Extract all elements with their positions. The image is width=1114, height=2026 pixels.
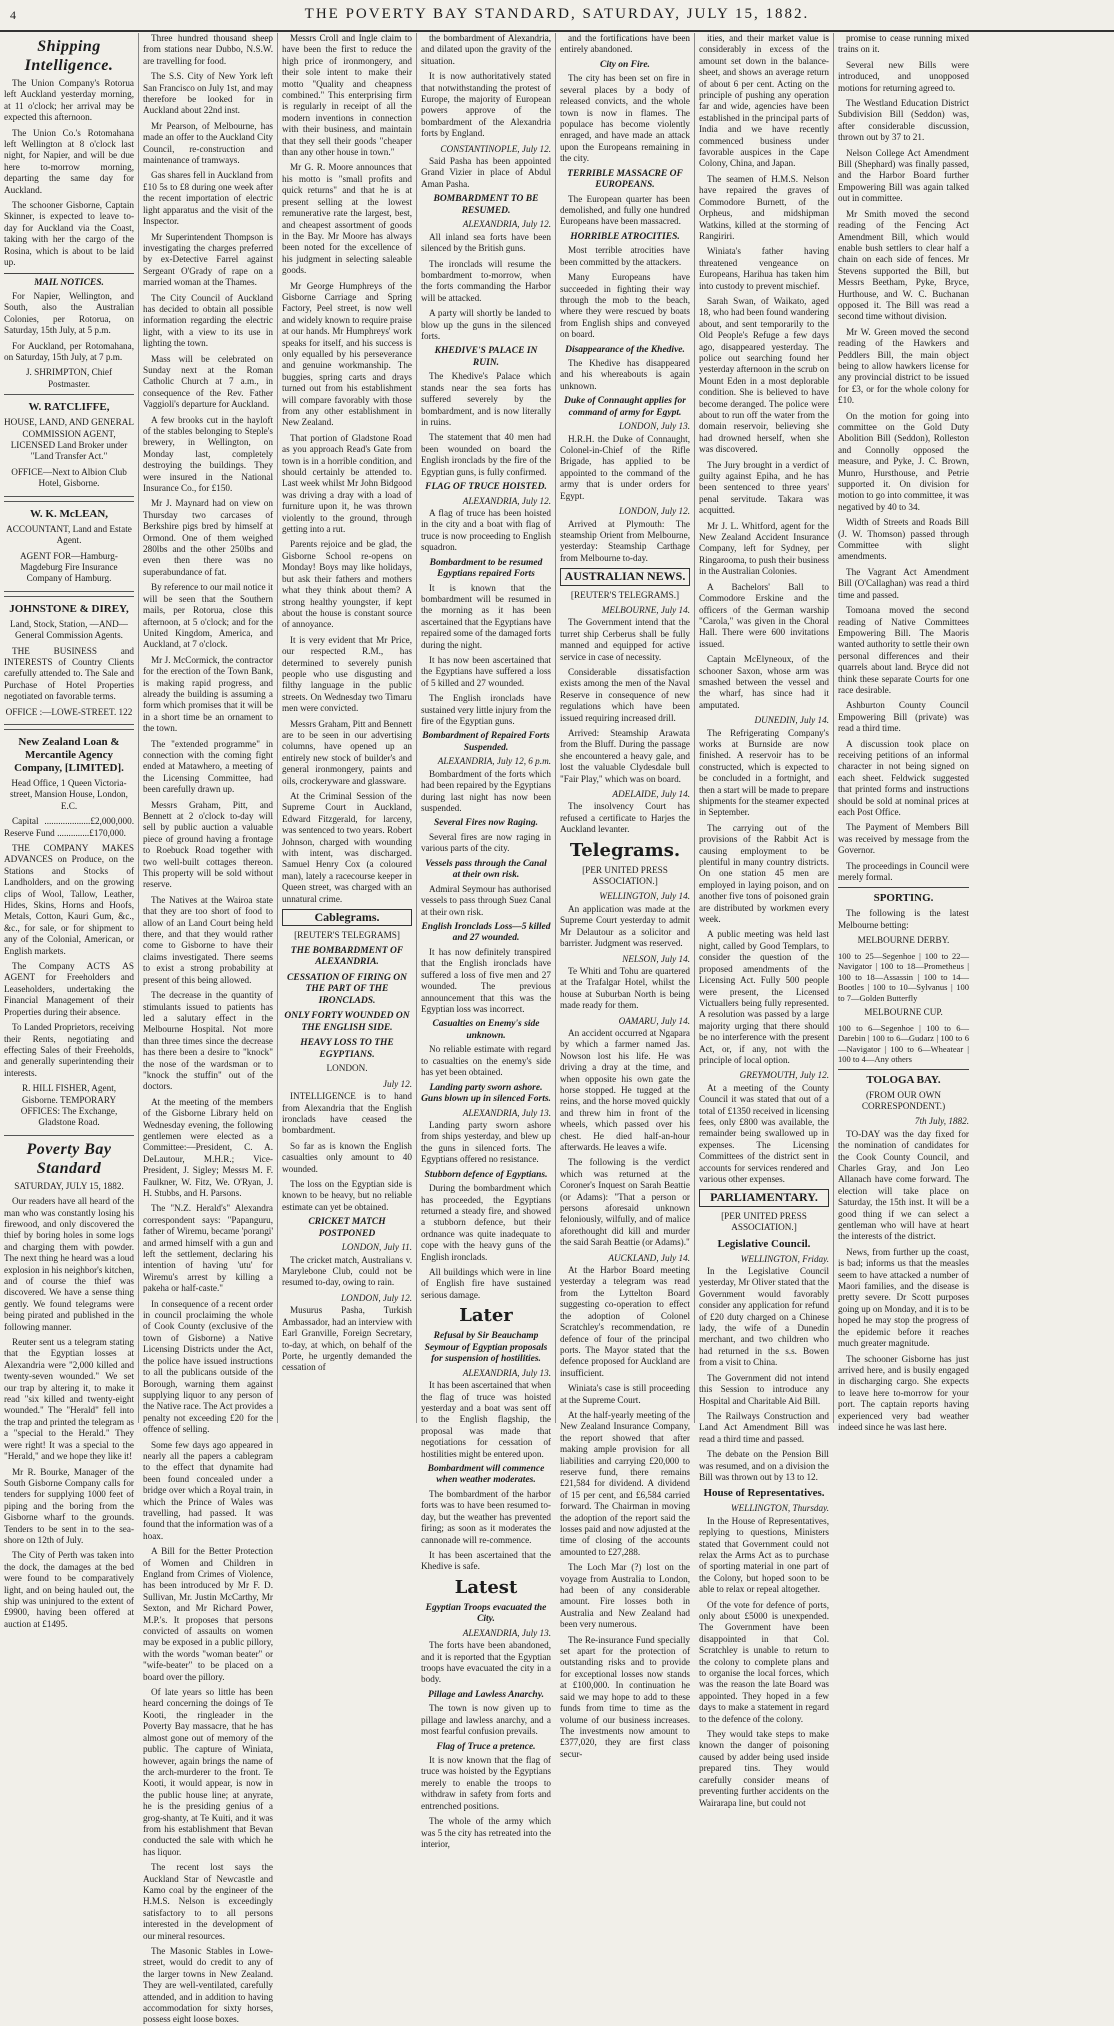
news-item: At the meeting of the members of the Gisborne Library held on Wednesday evening, the following gentlemen were elected as a Committee:—President, C. A. DeLautour, M.H.R.; Vice-President, J. Sigley; Messrs M. F. Faulkner, W. Fitz, We. O'Ryan, J. H. Stubbs, and H. Parsons. <box>143 1096 273 1198</box>
dateline: MELBOURNE, July 14. <box>601 604 690 615</box>
ad-text: To Landed Proprietors, receiving their Rents, negotiating and effecting Sales of their Freeholds, and generally superintending their interests. <box>4 1022 134 1078</box>
news-item: Winiata's case is still proceeding at the Supreme Court. <box>560 1383 690 1405</box>
cable-item: A party will shortly be landed to blow up the guns in the silenced forts. <box>421 308 551 341</box>
cable-item: It is now known that the flag of truce was hoisted by the Egyptians merely to enable the troops to withdraw in safety from forts and entrenched positions. <box>421 1755 551 1811</box>
later-heading: Later <box>459 1305 513 1327</box>
news-item: A discussion took place on receiving petitions of an informal character in not being signed on each sheet. Feldwick suggested that printed forms and instructions should be sold at nominal prices at each Post Office. <box>838 738 969 817</box>
source-line: [PER UNITED PRESS ASSOCIATION.] <box>721 1210 807 1233</box>
standard-heading: Poverty Bay Standard <box>26 1140 112 1177</box>
news-item: News, from further up the coast, is bad; informs us that the measles seem to have attacked a number of Maori families, and the disease is pretty severe. Dr Scott purposes going up on Monday, and it is to be hoped he may stop the progress of the epidemic before it reaches much greater magnitude. <box>838 1246 969 1349</box>
subheading: Flag of Truce a pretence. <box>436 1741 536 1752</box>
subheading: Casualties on Enemy's side unknown. <box>432 1019 540 1041</box>
dateline: WELLINGTON, July 14. <box>599 891 690 902</box>
subheading: Landing party sworn ashore. Guns blown up in silenced Forts. <box>421 1082 551 1105</box>
ad-text: Land, Stock, Station, —AND— General Commission Agents. <box>10 618 128 641</box>
subheading: Duke of Connaught applies for command of army for Egypt. <box>564 396 686 418</box>
news-item: Mr Pearson, of Melbourne, has made an offer to the Auckland City Council, re-construction and maintenance of tramways. <box>143 120 273 166</box>
news-item: Mr G. R. Moore announces that his motto is "small profits and quick returns" and that he is at present selling at the lowest remunerative rate the largest, best, and cheapest assortment of goods in the Bay. Mr Moore has always been noted for the excellence of his judgment in selecting saleable goods. <box>282 162 412 276</box>
newspaper-title: THE POVERTY BAY STANDARD, SATURDAY, JULY 15, 1882. <box>304 6 810 22</box>
divider <box>838 1069 969 1070</box>
latest-heading: Latest <box>454 1576 518 1598</box>
nz-loan-ad <box>4 729 134 1136</box>
news-item: The schooner Gisborne has just arrived here, and is busily engaged in discharging cargo. She expects to leave here to-morrow for your port. The captain reports having experienced very bad weather indeed since he was last here. <box>838 1353 969 1432</box>
ad-name: W. RATCLIFFE, <box>28 401 110 414</box>
cable-item: During the bombardment which has proceeded, the Egyptians returned a steady fire, and showed a stubborn defence, but their ordnance was quite inadequate to cope with the heavy guns of the English ironclads. <box>421 1183 551 1262</box>
cable-item: INTELLIGENCE is to hand from Alexandria that the English ironclads have ceased the bombardment. <box>282 1091 412 1136</box>
dateline: ALEXANDRIA, July 13. <box>462 1107 551 1118</box>
news-item: Parents rejoice and be glad, the Gisborne School re-opens on Monday! Boys may like holidays, but ask their fathers and mothers what they think about them? A strong healthy youngster, if kept about the house is constant source of annoyance. <box>282 539 412 630</box>
cable-item: It has now been ascertained that the Egyptians have suffered a loss of 5 killed and 27 wounded. <box>421 654 551 688</box>
news-item: Mr J. McCormick, the contractor for the erection of the Town Bank, is making rapid progress, and already the building is assuming a form which promises that it will be in a short time be an ornament to the town. <box>143 654 273 734</box>
source-line: [PER UNITED PRESS ASSOCIATION.] <box>582 864 668 887</box>
news-item: The proceedings in Council were merely formal. <box>838 860 969 883</box>
news-item: On the motion for going into committee on the Gold Duty Abolition Bill (Seddon), Rolleston and Connolly opposed the measure, and Pyke, J. C. Brown, Munro, Hursthouse, and Petrie supported it. On division for motion to go into committee, it was negatived by 40 to 34. <box>838 410 969 512</box>
cable-item: So far as is known the English casualties only amount to 40 wounded. <box>282 1140 412 1174</box>
column-2 <box>139 33 278 2025</box>
news-item: In consequence of a recent order in council proclaiming the whole of Cook County (exclusive of the town of Gisborne) a Native Licensing Districts under the Act, the police have issued instructions to all the publicans outside of the Borough, warning them against supplying liquor to any person of the Native race. The Act provides a penalty not exceeding £20 for the offence of selling. <box>143 1298 273 1435</box>
tologa-bay-heading: TOLOGA BAY. <box>866 1073 941 1086</box>
news-item: The Natives at the Wairoa state that they are too short of food to allow of an Land Court being held there, and that they would rather come to Gisborne to have their claims investigated. There seems to exist a strong probability at present of this being allowed. <box>143 894 273 985</box>
dateline: 7th July, 1882. <box>914 1116 969 1127</box>
subheading: Stubborn defence of Egyptians. <box>424 1169 548 1180</box>
cable-item: Several fires are now raging in various parts of the city. <box>421 831 551 854</box>
cable-item: Arrived at Plymouth: The steamship Orient from Melbourne, yesterday: Steamship Carthage from Melbourne to-day. <box>560 518 690 563</box>
news-item: Sarah Swan, of Waikato, aged 18, who had been found wandering about, and sent temporarily to the Old People's Refuge a few days ago, disappeared yesterday. The police out searching found her yesterday afternoon in the scrub on Mount Eden in a most deplorable condition. She is believed to have become deranged. The police were about to run off the water from the domain reservoir, believing she had drowned herself, when she was discovered. <box>699 295 829 455</box>
column-4 <box>417 33 556 1849</box>
subheading: TERRIBLE MASSACRE OF EUROPEANS. <box>567 168 683 191</box>
news-item: A Bachelors' Ball to Commodore Erskine and the officers of the German warship "Carola," was given in the Choral Hall. There were 600 invitations issued. <box>699 581 829 649</box>
cable-item: Bombardment of the forts which had been repaired by the Egyptians during last night has now been suspended. <box>421 768 551 814</box>
news-item: promise to cease running mixed trains on it. <box>838 33 969 55</box>
news-item: In the Legislative Council yesterday, Mr Oliver stated that the Government would favorably consider any application for refund of £20 duty charged on a Chinese lady, the wife of a Dunedin merchant, and two children who had returned in the s.s. Bowen from a visit to China. <box>699 1266 829 1368</box>
news-item: Tomoana moved the second reading of Native Committees Empowering Bill. The Maoris wanted authority to settle their own personal differences and their quarrels about land. Bryce did not think these separate Courts for one race desirable. <box>838 605 969 695</box>
divider <box>4 273 134 274</box>
correspondent-line: (FROM OUR OWN CORRESPONDENT.) <box>861 1089 946 1111</box>
ad-name: New Zealand Loan & Mercantile Agency Company, [LIMITED]. <box>14 735 124 774</box>
dateline: ALEXANDRIA, July 12. <box>462 495 551 506</box>
news-item: In the House of Representatives, replying to questions, Ministers stated that Government could not relax the Arms Act as to purchase of sporting material in one part of the Colony, but hoped soon to be able to relax or repeal altogether. <box>699 1515 829 1595</box>
subheading: Refusal by Sir Beauchamp Seymour of Egyptian proposals for suspension of hostilities. <box>424 1331 548 1365</box>
divider <box>838 887 969 888</box>
cable-item: It is known that the bombardment will be resumed in the morning as it has been ascertained that the Egyptians have repaired some of the damaged forts during the night. <box>421 582 551 650</box>
news-item: The recent lost says the Auckland Star of Newcastle and Kamo coal by the engineer of the H.M.S. Nelson is exceedingly satisfactory to to all persons interested in the development of our mineral resources. <box>143 1862 273 1941</box>
dateline: ADELAIDE, July 14. <box>612 789 690 800</box>
article-paragraph: Reuter sent us a telegram stating that the Egyptian losses at Alexandria were "2,000 killed and twenty-seven wounded." We set our trap by altering it, to make it read "six killed and twenty-eight wounded." The "Herald" fell into the trap and printed the telegram as a "special to the Herald." They were right! It was a special to the "Herald," and we hope they like it! <box>4 1337 134 1462</box>
news-item: The "N.Z. Herald's" Alexandra correspondent says: "Papanguru, father of Wiremu, became 'porangi' and armed himself with a gun and left the settlement, declaring his intention of having 'utu' for Wiremu's arrest by killing a pakeha or half-caste." <box>143 1203 273 1294</box>
australian-news-heading: AUSTRALIAN NEWS. <box>560 568 690 585</box>
subheading: BOMBARDMENT TO BE RESUMED. <box>433 194 539 216</box>
subheading: Several Fires now Raging. <box>434 818 538 829</box>
ad-name: W. K. McLEAN, <box>29 507 109 520</box>
cable-item: The European quarter has been demolished, and fully one hundred Europeans have been massacred. <box>560 193 690 227</box>
news-item: Mr J. L. Whitford, agent for the New Zealand Accident Insurance Company, left for Sydney, per Ringarooma, to push their business in the Australian Colonies. <box>699 520 829 577</box>
news-item: An accident occurred at Ngapara by which a farmer named Jas. Nowson lost his life. He was driving a dray at the time, and when opposite his own gate the horse stopped. He tugged at the reins, and the horse moved quickly and threw him in front of the wheels, which passed over his chest. He died half-an-hour afterwards. He leaves a wife. <box>560 1027 690 1152</box>
masthead <box>0 0 1114 32</box>
news-item: Ashburton County Council Empowering Bill (private) was read a third time. <box>838 700 969 734</box>
news-item: The seamen of H.M.S. Nelson have repaired the graves of Commodore Burnett, of the Orpheus, and midshipman Watkins, killed at the storming of Rangiriri. <box>699 173 829 241</box>
dateline: NELSON, July 14. <box>622 953 690 964</box>
legislative-council-heading: Legislative Council. <box>717 1237 811 1250</box>
subheading: Bombardment to be resumed Egyptians repaired Forts <box>429 557 543 580</box>
ad-name: JOHNSTONE & DIREY, <box>9 602 129 615</box>
ad-text: The Company ACTS AS AGENT for Freeholders and Leaseholders, undertaking the Financial Management of their Properties during their absence. <box>4 961 134 1017</box>
dateline: LONDON, July 12. <box>619 506 690 517</box>
cablegrams-heading: Cablegrams. <box>282 909 412 926</box>
subheading: FLAG OF TRUCE HOISTED. <box>425 482 547 492</box>
ad-text: Capital ....................£2,000,000. Reserve Fund ..............£170,000. <box>4 816 134 838</box>
news-item: Mr J. Maynard had on view on Thursday two carcases of Berkshire pigs bred by himself at Ormond. One of them weighed 280lbs and the other 250lbs and even then there was no superabundance of fat. <box>143 498 273 577</box>
cable-item: The whole of the army which was 5 the city has retreated into the interior, <box>421 1816 551 1849</box>
ad-text: HOUSE, LAND, AND GENERAL COMMISSION AGENT, LICENSED Land Broker under "Land Transfer Act." <box>4 417 134 462</box>
news-item: The Government did not intend this Session to introduce any Hospital and Charitable Aid Bill. <box>699 1372 829 1406</box>
dateline: OAMARU, July 14. <box>618 1015 690 1026</box>
ad-text: THE COMPANY MAKES ADVANCES on Produce, on the Stations and Stocks of Landholders, and on the growing clips of Wool, Tallow, Leather, Hides, Skins, Horns and Hoofs, Metals, Cotton, Kauri Gum, &c., &c., for sale, or for shipment to any of the Colonial, American, or English markets. <box>4 843 134 956</box>
news-item: Mr George Humphreys of the Gisborne Carriage and Spring Factory, Peel street, is now well and widely known to require praise at our hands. Mr Humphreys' work speaks for itself, and his success is only equalled by his perseverance and genuine workmanship. The buggies, spring carts and drays turned out from his establishment will compare favorably with those from any other establishment in New Zealand. <box>282 280 412 428</box>
news-item: The decrease in the quantity of stimulants issued to patients has led a salutary effect in the Melbourne Hospital. Not more than three times since the decrease has there been a desire to "knock" the nose of the wardsman or to "knock the stuffin" out of the doctors. <box>143 990 273 1092</box>
news-item: Several new Bills were introduced, and unopposed motions for returning agreed to. <box>838 59 969 93</box>
cable-item: A flag of truce has been hoisted in the city and a boat with flag of truce is now proceeding to English squadron. <box>421 507 551 553</box>
news-item: The following is the verdict which was returned at the Coroner's Inquest on Sarah Beattie (or Adams): "That a person or persons aforesaid unknown feloniously, wilfully, and of malice aforethought did kill and murder the said Sarah Beattie (or Adams)." <box>560 1157 690 1248</box>
news-item: At the half-yearly meeting of the New Zealand Insurance Company, the report showed that after making ample provision for all liabilities and carrying £20,000 to reserve fund, there remains £21,584 for dividend. A dividend of 15 per cent, and £6,584 carried forward. The Chairman in moving the adoption of the report said the losses paid and now adjusted at the time of closing of the accounts amounted to £27,288. <box>560 1409 690 1557</box>
cable-item: Admiral Seymour has authorised vessels to pass through Suez Canal at their own risk. <box>421 883 551 917</box>
dateline: ALEXANDRIA, July 13. <box>462 1627 551 1638</box>
ad-text: OFFICE :—LOWE-STREET. 122 <box>5 706 133 717</box>
shipping-item: The Union Company's Rotorua left Auckland yesterday morning, at 11 o'clock; her arrival may be expected this afternoon. <box>4 78 134 123</box>
cable-item: The town is now given up to pillage and lawless anarchy, and a most fearful confusion prevails. <box>421 1703 551 1737</box>
telegrams-heading: Telegrams. <box>569 839 681 861</box>
ad-text: Head Office, 1 Queen Victoria-street, Mansion House, London, E.C. <box>10 777 128 811</box>
news-item: Mass will be celebrated on Sunday next at the Roman Catholic Church at 7 a.m., in consequence of the Rev. Father Vaggioli's departure for Auckland. <box>143 353 273 410</box>
dateline: DUNEDIN, July 14. <box>754 715 829 726</box>
news-item: They would take steps to make known the danger of poisoning caused by adder being used inside prepared tins. They would carefully consider means of preventing further accidents on the Wairarapa line, but could not <box>699 1729 829 1808</box>
dateline: LONDON, July 11. <box>341 1242 412 1253</box>
dateline: LONDON, July 13. <box>619 421 690 432</box>
subheading: Egyptian Troops evacuated the City. <box>425 1602 547 1625</box>
mail-item: For Napier, Wellington, and South, also the Australian Colonies, per Rotorua, on Saturday, 15th July, at 5 p.m. <box>4 291 134 336</box>
derby-heading: MELBOURNE DERBY. <box>857 935 950 946</box>
subheading: Pillage and Lawless Anarchy. <box>428 1689 544 1700</box>
cable-item: The loss on the Egyptian side is known to be heavy, but no reliable estimate can yet be obtained. <box>282 1179 412 1212</box>
news-item: A Bill for the Better Protection of Women and Children in England from Crimes of Violence, has been introduced by Mr F. D. Sullivan, Mr. Justin McCarthy, Mr Sexton, and Mr Richard Power, M.P.'s. It proposes that persons convicted of assaults on women may be exposed in a public pillory, with the words "woman beater" or "wife-beater" to be placed on a board over the pillory. <box>143 1546 273 1682</box>
mclean-ad <box>4 501 134 592</box>
subheading: English Ironclads Loss—5 killed and 27 wounded. <box>421 921 551 944</box>
news-item: The Loch Mar (?) lost on the voyage from Australia to London, had been of any considerable amount. Fire losses both in Australia and New Zealand had been very numerous. <box>560 1562 690 1630</box>
article-paragraph: Mr R. Bourke, Manager of the South Gisborne Company calls for tenders for supplying 1000 feet of piping and the boring from the Gisborne wharf to the grounds. Tenders to be sent in to the sea-shore on 12th of July. <box>4 1466 134 1545</box>
derby-odds: 100 to 25—Segenhoe | 100 to 22—Navigator | 100 to 18—Prometheus | 100 to 18—Assassin | 100 to 14—Bootles | 100 to 10—Sylvanus | 100 to 7—Golden Butterfly <box>838 950 969 1003</box>
dateline: LONDON, July 12. <box>341 1292 412 1303</box>
news-item: Nelson College Act Amendment Bill (Shephard) was finally passed, and the Harbor Board further Empowering Bill was again talked out in committee. <box>838 147 969 204</box>
cable-item: Said Pasha has been appointed Grand Vizier in place of Abdul Aman Pasha. <box>421 156 551 189</box>
cable-item: The city has been set on fire in several places by a body of released convicts, and the whole town is now in flames. The populace has become violently enraged, and have made an attack upon the Europeans remaining in the city. <box>560 73 690 164</box>
column-7 <box>834 33 973 1432</box>
news-item: Arrived: Steamship Arawata from the Bluff. During the passage she encountered a heavy gale, and lost the valuable Clydesdale bull "Fair Play," which was on board. <box>560 728 690 784</box>
parliamentary-heading: PARLIAMENTARY. <box>699 1189 829 1206</box>
news-item: A few brooks cut in the hayloft of the stables belonging to Steple's brewery, in Wellington, on Monday last, completely destroying the buildings. They were insured in the National Insurance Co., for £150. <box>143 414 273 494</box>
news-item: Of late years so little has been heard concerning the doings of Te Kooti, the ringleader in the Poverty Bay massacre, that he has almost gone out of memory of the public. The capture of Winiata, however, again brings the name of the arch-murderer to the front. Te Kooti, it would appear, is now in the public house line; at anyrate, he is the presiding genius of a grog-shanty, at Te Kuiti, and it was from his establishment that Bevan conducted the sale with which he has liquor. <box>143 1687 273 1857</box>
ad-text: R. HILL FISHER, Agent, Gisborne. TEMPORARY OFFICES: The Exchange, Gladstone Road. <box>20 1083 118 1128</box>
news-item: An application was made at the Supreme Court yesterday to admit Mr Delautour as a solicitor and barrister. Judgment was reserved. <box>560 903 690 949</box>
column-1 <box>0 33 139 1629</box>
news-item: Messrs Graham, Pitt and Bennett are to be seen in our advertising columns, have opened up an entirely new stock of builder's and general ironmongery, paints and oils, crockeryware and glassware. <box>282 718 412 786</box>
article-paragraph: Our readers have all heard of the man who was constantly losing his firewood, and only discovered the thief by boring holes in some logs and charging them with powder. The next thing he heard was a loud explosion in his neighbor's kitchen, and of course the thief was discovered. We have a sense thing gently. We found telegrams were being pirated and published in the following manner. <box>4 1196 135 1332</box>
columns <box>0 33 1114 2025</box>
shipping-heading: Shipping Intelligence. <box>24 38 114 74</box>
ad-text: ACCOUNTANT, Land and Estate Agent. <box>6 523 132 546</box>
sporting-intro: The following is the latest Melbourne betting: <box>838 908 969 930</box>
news-item: The insolvency Court has refused a certificate to Harjes the Auckland levanter. <box>560 801 690 835</box>
news-item: Mr Smith moved the second reading of the Fencing Act Amendment Bill, which would enable bush settlers to clear half a chain on each side of fences. Mr Stevens supported the Bill, but Messrs Beetham, Pyke, Bryce, Hurthouse, and W. C. Buchanan opposed it. The Bill was read a second time without division. <box>838 208 969 322</box>
cable-item: It has been ascertained that the Khedive is safe. <box>421 1550 551 1572</box>
cable-item: All inland sea forts have been silenced by the British guns. <box>421 231 551 254</box>
cable-item: All buildings which were in line of English fire have sustained serious damage. <box>421 1267 551 1300</box>
dateline: ALEXANDRIA, July 13. <box>462 1367 551 1378</box>
dateline: AUCKLAND, July 14. <box>608 1252 690 1263</box>
cablegrams-source: [REUTER'S TELEGRAMS] <box>294 930 400 941</box>
dateline: ALEXANDRIA, July 12. <box>462 219 551 230</box>
subheading: THE BOMBARDMENT OF ALEXANDRIA. <box>290 945 404 968</box>
johnstone-direy-ad <box>4 596 134 725</box>
dateline: July 12. <box>382 1078 412 1089</box>
news-item: Messrs Croll and Ingle claim to have been the first to reduce the high price of ironmongery, and their sole intent to make their motto "Quality and cheapness combined." This enterprising firm is regularly in receipt of all the modern inventions in connection with their business, and maintain that they sell their goods "cheaper than any other house in town." <box>282 33 412 158</box>
cable-item: Most terrible atrocities have been committed by the attackers. <box>560 245 690 267</box>
news-item: Mr Superintendent Thompson is investigating the charges preferred by ex-Detective Farrel against Sergeant O'Grady of rape on a married woman at the Thames. <box>143 231 273 288</box>
news-item: A public meeting was held last night, called by Good Templars, to consider the question of the proposed amendments of the Licensing Act. Fully 500 people were present, the Licensed Victuallers being fully represented. A resolution was passed by a large majority urging that there should be no interference with the present Act, or, if any, not with the principle of local option. <box>699 929 829 1065</box>
news-item: Mr W. Green moved the second reading of the Hawkers and Peddlers Bill, the main object being to allow hawkers license for any provincial district to be issued for £3, or for the whole colony for £10. <box>838 326 969 406</box>
news-item: Some few days ago appeared in nearly all the papers a cablegram to the effect that dynamite had been found concealed under a bridge over which a Royal train, in which the Prince of Wales was travelling, had passed. It was found that the information was of a hoax. <box>143 1439 273 1541</box>
news-item: The City Council of Auckland has decided to obtain all possible information regarding the electric light, with a view to its use in lighting the town. <box>143 292 273 349</box>
standard-date: SATURDAY, JULY 15, 1882. <box>14 1180 124 1191</box>
news-item: Gas shares fell in Auckland from £10 5s to £8 during one week after the recent importation of electric light apparatus and the visit of the Inspector. <box>143 170 273 227</box>
news-item: Messrs Graham, Pitt, and Bennett at 2 o'clock to-day will sell by public auction a valuable piece of ground having a frontage to Roebuck Road together with two well-built cottages thereon. This property will be sold without reserve. <box>143 799 273 890</box>
cable-item: The statement that 40 men had been wounded on board the English ironclads by the fire of the Egyptian guns, is fully confirmed. <box>421 432 551 477</box>
shipping-item: The schooner Gisborne, Captain Skinner, is expected to leave to-day for Auckland via the Coast, taking with her the cargo of the Rosina, which is about to be laid up. <box>4 200 134 268</box>
news-item: The "extended programme" in connection with the coming fight ended at Matawhero, a meeting of the Licensing Committee, had been carefully drawn up. <box>143 738 273 795</box>
news-item: TO-DAY was the day fixed for the nomination of candidates for the Cook County Council, and Charles Gray, and Jon Leo Allanach have come forward. The election will take place on Saturday, the 15th inst. It will be a good thing if we can select a gentleman who will have at heart the interests of the district. <box>838 1128 969 1242</box>
news-item: The Payment of Members Bill was received by message from the Governor. <box>838 822 969 856</box>
cable-item: It is now authoritatively stated that notwithstanding the protest of Europe, the majority of European powers approve of the bombardment of the Alexandria forts by England. <box>421 71 551 139</box>
cup-odds: 100 to 6—Segenhoe | 100 to 6—Darebin | 100 to 6—Gudarz | 100 to 6—Navigator | 100 to 6—Wheatear | 100 to 4—Any others <box>838 1022 969 1065</box>
shipping-item: The Union Co.'s Rotomahana left Wellington at 8 o'clock last night, for Napier, and will be due here to-morrow morning, departing the same day for Auckland. <box>4 127 134 195</box>
dateline: WELLINGTON, Friday. <box>740 1253 829 1264</box>
subheading: ONLY FORTY WOUNDED ON THE ENGLISH SIDE. <box>284 1011 410 1033</box>
subheading: HORRIBLE ATROCITIES. <box>570 231 680 242</box>
dateline: GREYMOUTH, July 12. <box>739 1070 829 1081</box>
dateline: WELLINGTON, Thursday. <box>730 1503 829 1514</box>
subheading: Vessels pass through the Canal at their own risk. <box>425 858 547 881</box>
cup-heading: MELBOURNE CUP. <box>864 1007 943 1018</box>
cable-item: The English ironclads have sustained very little injury from the fire of the Egyptian guns. <box>421 693 551 726</box>
cable-item: Landing party sworn ashore from ships yesterday, and blew up the guns in silenced forts. The Egyptians offered no resistance. <box>421 1120 551 1165</box>
ad-text: OFFICE—Next to Albion Club Hotel, Gisborne. <box>11 466 127 489</box>
cable-item: Many Europeans have succeeded in fighting their way through the mob to the beach, where they were rescued by boats from English ships and conveyed on board. <box>560 272 690 340</box>
news-item: The Masonic Stables in Lowe-street, would do credit to any of the larger towns in New Zealand. They are well-ventilated, carefully attended, and in addition to having accommodation for sixty horses, possess eight loose boxes. <box>143 1946 273 2025</box>
article-paragraph: The City of Perth was taken into the dock, the damages at the bed were found to be comparatively light, and on being hauled out, the ship was uninjured to the extent of £9900, having been offered at auction at £1495. <box>4 1550 134 1629</box>
news-item: It is very evident that Mr Price, our respected R.M., has determined to severely punish people who use disgusting and filthy language in the public streets. On Wednesday two Timaru men were convicted. <box>282 634 412 714</box>
news-item: The Refrigerating Company's works at Burnside are now finished. A reservoir has to be constructed, which is expected to be concluded in a fortnight, and then a start will be made to prepare shipments for the steamer expected in September. <box>699 727 829 818</box>
subheading: HEAVY LOSS TO THE EGYPTIANS. <box>300 1038 394 1060</box>
column-5 <box>556 33 695 1759</box>
subheading: CRICKET MATCH POSTPONED <box>308 1217 386 1239</box>
ratcliffe-ad <box>4 394 134 496</box>
cable-item: the bombardment of Alexandria, and dilated upon the gravity of the situation. <box>421 33 551 66</box>
news-item: The Jury brought in a verdict of guilty against Epiha, and he has been sentenced to three years' penal servitude. Takara was acquitted. <box>699 459 829 516</box>
news-item: Winiata's father having threatened vengeance on Europeans, Harihua has taken him into custody to prevent mischief. <box>699 246 829 291</box>
cable-item: It has been ascertained that when the flag of truce was hoisted yesterday and a boat was sent off to the English flagship, the proposal was made that negotiations for cessation of hostilities might be entered upon. <box>421 1380 551 1459</box>
news-item: Considerable dissatisfaction exists among the men of the Naval Reserve in consequence of new regulations which have been issued requiring increased drill. <box>560 666 690 723</box>
ad-text: AGENT FOR—Hamburg-Magdeburg Fire Insurance Company of Hamburg. <box>20 550 118 584</box>
mail-heading: MAIL NOTICES. <box>34 277 104 288</box>
news-item: The Government intend that the turret ship Cerberus shall be fully manned and equipped for active service in case of necessity. <box>560 617 690 662</box>
subheading: KHEDIVE'S PALACE IN RUIN. <box>434 346 538 368</box>
place-line: LONDON. <box>326 1063 368 1074</box>
column-6 <box>695 33 834 1808</box>
news-item: The Westland Education District Subdivision Bill (Seddon) was, after considerable discussion, thrown out by 37 to 21. <box>838 98 969 143</box>
cable-item: No reliable estimate with regard to casualties on the enemy's side has yet been obtained. <box>421 1044 551 1078</box>
news-item: The S.S. City of New York left San Francisco on July 1st, and may therefore be looked for in Auckland about 22nd inst. <box>143 71 273 116</box>
news-item: The Re-insurance Fund specially set apart for the protection of outstanding risks and to provide for exceptional losses now stands at £100,000. In continuation he said we may hope to add to these funds from time to time as the volume of our business increases. The investments now amount to £377,020, they are first class secur- <box>560 1634 690 1759</box>
subheading: City on Fire. <box>600 59 650 70</box>
cable-item: The Khedive's Palace which stands near the sea forts has suffered severely by the bombardment, and is now literally in ruins. <box>421 371 551 427</box>
cable-item: The ironclads will resume the bombardment to-morrow, when the forts commanding the Harbor will be attacked. <box>421 258 551 303</box>
cable-item: The cricket match, Australians v. Marylebone Club, could not be resumed to-day, owing to rain. <box>282 1254 412 1288</box>
subheading: Bombardment will commence when weather moderates. <box>427 1463 545 1486</box>
cable-item: and the fortifications have been entirely abandoned. <box>560 33 690 55</box>
cable-item: The bombardment of the harbor forts was to have been resumed to-day, but the weather has prevented firing; as soon as it moderates the cannonade will re-commence. <box>421 1488 551 1545</box>
news-item: Te Whiti and Tohu are quartered at the Trafalgar Hotel, whilst the house at Suburban North is being made ready for them. <box>560 965 690 1011</box>
news-item: By reference to our mail notice it will be seen that the Southern mails, per Rotorua, close this afternoon, at 5 o'clock; and for the United Kingdom, America, and Auckland, at 7 o'clock. <box>143 582 273 650</box>
news-item: Three hundred thousand sheep from stations near Dubbo, N.S.W. are travelling for food. <box>143 33 273 66</box>
cable-item: The forts have been abandoned, and it is reported that the Egyptian troops have evacuated the city in a body. <box>421 1640 551 1685</box>
news-item: That portion of Gladstone Road as you approach Read's Gate from town is in a horrible condition, and should certainly be attended to. Last week whilst Mr John Bidgood was driving a dray with a load of furniture upon it, he was thrown violently to the ground, through getting into a rut. <box>282 432 412 535</box>
news-item: Of the vote for defence of ports, only about £5000 is unexpended. The Government have been disappointed in that Col. Scratchley is unable to return to the colony to complete plans and to organise the local forces, which was the reason the late Board was appointed. They hoped in a few days to make a statement in regard to the defence of the colony. <box>699 1599 829 1724</box>
mail-signature: J. SHRIMPTON, Chief Postmaster. <box>25 367 113 389</box>
column-3 <box>278 33 417 1423</box>
ad-text: THE BUSINESS and INTERESTS of Country Clients carefully attended to. The Sale and Purchase of Hotel Properties negotiated on favorable terms. <box>4 645 134 702</box>
cable-item: It has now definitely transpired that the English ironclads have suffered a loss of five men and 27 wounded. The previous announcement that this was the Egyptian loss was incorrect. <box>421 946 551 1014</box>
subheading: CESSATION OF FIRING ON THE PART OF THE IRONCLADS. <box>287 972 407 1006</box>
news-item: At a meeting of the County Council it was stated that out of a total of £1350 received in licensing fees, only £800 was available, the remainder being swallowed up in expenses. The Licensing Committees of the district sent in accounts for services rendered and various other expenses. <box>699 1082 829 1184</box>
news-item: The debate on the Pension Bill was resumed, and on a division the Bill was thrown out by 13 to 12. <box>699 1449 829 1482</box>
sporting-heading: SPORTING. <box>873 892 934 905</box>
news-item: Captain McElyneoux, of the schooner Saxon, whose arm was smashed between the vessel and the wharf, has since had it amputated. <box>699 654 829 710</box>
house-of-representatives-heading: House of Representatives. <box>703 1487 825 1500</box>
news-item: At the Criminal Session of the Supreme Court in Auckland, Edward Fitzgerald, for larceny, was sentenced to two years. Robert Johnson, charged with wounding with intent, was discharged. Samuel Henry Cox (a coloured man), lately a racecourse keeper in Queen street, was charged with an unnatural crime. <box>282 791 412 904</box>
news-item: Width of Streets and Roads Bill (J. W. Thomson) passed through Committee with slight amendments. <box>838 517 969 562</box>
cable-item: Musurus Pasha, Turkish Ambassador, had an interview with Earl Granville, Foreign Secretary, to-day, at which, on behalf of the Porte, he urgently demanded the cessation of <box>282 1305 413 1373</box>
page-number: 4 <box>10 8 16 22</box>
subheading: Bombardment of Repaired Forts Suspended. <box>422 731 550 753</box>
news-item: The carrying out of the provisions of the Rabbit Act is causing employment to be plentiful in many country districts. On one station 45 men are employed in laying poison, and on another five tons of poisoned grain are distributed by workmen every week. <box>699 822 829 925</box>
cable-item: H.R.H. the Duke of Connaught, Colonel-in-Chief of the Rifle Brigade, has applied to be appointed to the command of the army that is under orders for Egypt. <box>560 433 690 501</box>
source-line: [REUTER'S TELEGRAMS.] <box>570 589 680 600</box>
dateline: ALEXANDRIA, July 12, 6 p.m. <box>437 756 551 767</box>
news-item: The Railways Construction and Land Act Amendment Bill was read a third time and passed. <box>699 1410 829 1444</box>
subheading: Disappearance of the Khedive. <box>565 344 685 355</box>
dateline: CONSTANTINOPLE, July 12. <box>440 143 551 154</box>
news-item: At the Harbor Board meeting yesterday a telegram was read from the Lyttelton Board suggesting co-operation to effect the adoption of Colonel Scratchley's recommendation, re defence of four of the principal ports. The Mayor stated that the defence proposed for Auckland are insufficient. <box>560 1265 690 1378</box>
news-item: ities, and their market value is considerably in excess of the amount set down in the balance-sheet, and shows an average return of about 6 per cent. Acting on the principle of pushing any operation far and wide, agencies have been established in the principal parts of India and we have recently commenced business under favorable auspices in the Cape Colony, China, and Japan. <box>699 33 829 169</box>
cable-item: The Khedive has disappeared and his whereabouts is again unknown. <box>560 358 690 391</box>
news-item: The Vagrant Act Amendment Bill (O'Callaghan) was read a third time and passed. <box>838 566 969 600</box>
mail-item: For Auckland, per Rotomahana, on Saturday, 15th July, at 7 p.m. <box>4 340 134 363</box>
